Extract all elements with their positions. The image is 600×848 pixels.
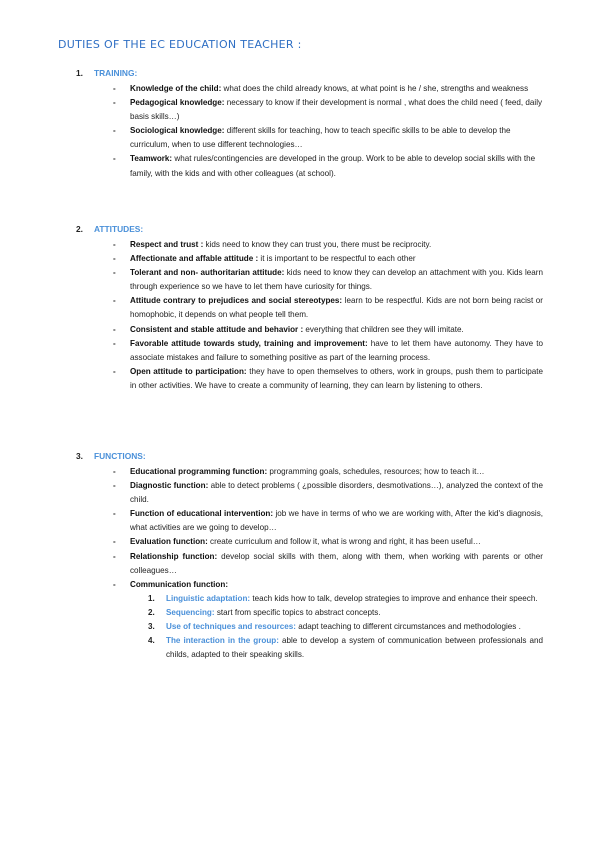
item-term: Tolerant and non- authoritarian attitude: [130,268,285,278]
section-heading [0,224,600,238]
item-text: kids need to know they can trust you, there must be reciprocity. [203,240,432,249]
item-term: Teamwork: [130,154,173,164]
sub-item-term: Linguistic adaptation: [166,593,251,603]
item-text: programming goals, schedules, resources; how to teach it… [267,467,485,476]
list-item: - Knowledge of the child: what does the child already knows, at what point is he / she, strengths and weakness [113,84,529,93]
section-label: TRAINING: [94,68,138,78]
list-item: - Diagnostic function: able to detect problems ( ¿possible disorders, desmotivations…), analyzed the context of the child. [113,481,544,505]
list-item: - Consistent and stable attitude and behavior : everything that children see they will imitate. [113,324,464,334]
list-item: - Attitude contrary to prejudices and social stereotypes: learn to be respectful. Kids are not born being racist or homophobic, it depends on what people tell them. [113,296,543,320]
item-text: different skills for teaching, how to teach specific skills to be able to develop the curriculum, when to use different technologies… [130,126,511,150]
sub-item-term: The interaction in the group: [166,636,279,646]
section-label: FUNCTIONS: [94,451,146,461]
section-training [0,68,600,181]
list-item: - Respect and trust : kids need to know they can trust you, there must be reciprocity. [113,240,432,249]
item-term: Consistent and stable attitude and behavior : [130,324,304,334]
item-term: Educational programming function: [130,467,268,476]
section-label: ATTITUDES: [94,224,144,234]
list-item: - Evaluation function: create curriculum and follow it, what is wrong and right, it has been useful… [113,537,481,547]
sub-item-number: 3. [148,622,155,632]
list-item: - Relationship function: develop social skills with them, along with them, when working with parents or other colleagues… [113,551,543,575]
section-functions [0,451,600,662]
sub-list-item [0,592,600,606]
list-item: - Open attitude to participation: they have to open themselves to others, work in groups, push them to participate in other activities. We have to create a community of learning, they can learn by listening to others. [113,366,543,390]
item-text: what does the child already knows, at what point is he / she, strengths and weakness [221,84,529,93]
sub-item-text: adapt teaching to different circumstances and methodologies . [296,622,521,632]
item-text: necessary to know if their development is normal , what does the child need ( feed, daily basis skills…) [130,98,543,122]
item-term: Diagnostic function: [130,481,209,491]
item-term: Function of educational intervention: [130,509,274,519]
item-text: job we have in terms of who we are working with, After the kid's diagnosis, what activities are we going to develop… [130,509,543,533]
sub-list-item [0,634,600,662]
item-term: Favorable attitude towards study, training and improvement: [130,338,368,348]
sub-item-term: Sequencing: [166,607,215,617]
item-text: it is important to be respectful to each other [258,254,416,264]
sub-item-number: 1. [148,593,155,603]
list-item: - Function of educational intervention: job we have in terms of who we are working with, After the kid's diagnosis, what activities are we going to develop… [113,509,543,533]
item-term: Attitude contrary to prejudices and social stereotypes: [130,296,343,306]
item-text: kids need to know they can develop an attachment with you. Kids learn through experience so we have to let them have curiosity for things. [130,268,543,292]
sub-item-number: 4. [148,636,155,646]
item-term: Knowledge of the child: [130,84,222,93]
sub-list-item [0,620,600,634]
list-item: - Educational programming function: programming goals, schedules, resources; how to teach it… [113,467,485,476]
item-text: they have to open themselves to others, work in groups, push them to participate in other activities. We have to create a community of learning, they can learn by listening to others. [130,366,543,390]
sub-item-number: 2. [148,607,155,617]
item-term: Pedagogical knowledge: [130,98,225,108]
item-term: Open attitude to participation: [130,366,247,376]
list-item: - Affectionate and affable attitude : it is important to be respectful to each other [113,254,416,264]
list-item: - Tolerant and non- authoritarian attitude: kids need to know they can develop an attachment with you. Kids learn through experience so we have to let them have curiosity for things. [113,268,543,292]
sub-item-text: teach kids how to talk, develop strategies to improve and enhance their speech. [250,593,538,603]
section-attitudes [0,224,600,393]
list-item: - Teamwork: what rules/contingencies are developed in the group. Work to be able to develop social skills with the family, with the kids and with other colleagues (at school). [113,154,536,178]
item-term: Communication function: [130,579,229,589]
sub-item-text: able to develop a system of communication between professionals and childs, adapted to their speaking skills. [166,636,543,660]
item-text: able to detect problems ( ¿possible disorders, desmotivations…), analyzed the context of the child. [130,481,544,505]
item-text: develop social skills with them, along with them, when working with parents or other colleagues… [130,551,543,575]
section-number: 2. [76,224,83,234]
section-number: 1. [76,68,83,78]
page-title: DUTIES OF THE EC EDUCATION TEACHER : [58,38,302,51]
section-heading [0,451,600,465]
list-item: - Favorable attitude towards study, training and improvement: have to let them have autonomy. They have to associate mistakes and failure to something positive as part of the learning process. [113,338,543,362]
item-term: Sociological knowledge: [130,126,225,136]
sub-item-term: Use of techniques and resources: [166,622,296,632]
item-term: Respect and trust : [130,240,204,249]
item-text: create curriculum and follow it, what is wrong and right, it has been useful… [207,537,481,547]
item-term: Evaluation function: [130,537,208,547]
list-item: - Communication function: [113,579,229,589]
item-text: what rules/contingencies are developed in the group. Work to be able to develop social skills with the family, with the kids and with other colleagues (at school). [130,154,536,178]
section-number: 3. [76,451,83,461]
item-term: Relationship function: [130,551,218,561]
list-item: - Sociological knowledge: different skills for teaching, how to teach specific skills to be able to develop the curriculum, when to use different technologies… [113,126,511,150]
sub-item-text: start from specific topics to abstract concepts. [214,607,381,617]
item-text: learn to be respectful. Kids are not born being racist or homophobic, it depends on what people tell them. [130,296,543,320]
item-term: Affectionate and affable attitude : [130,254,259,264]
item-text: have to let them have autonomy. They have to associate mistakes and failure to something positive as part of the learning process. [130,338,543,362]
list-item: - Pedagogical knowledge: necessary to know if their development is normal , what does the child need ( feed, daily basis skills…) [113,98,543,122]
item-text: everything that children see they will imitate. [303,324,464,334]
sub-list-item [0,606,600,620]
section-heading [0,68,600,82]
